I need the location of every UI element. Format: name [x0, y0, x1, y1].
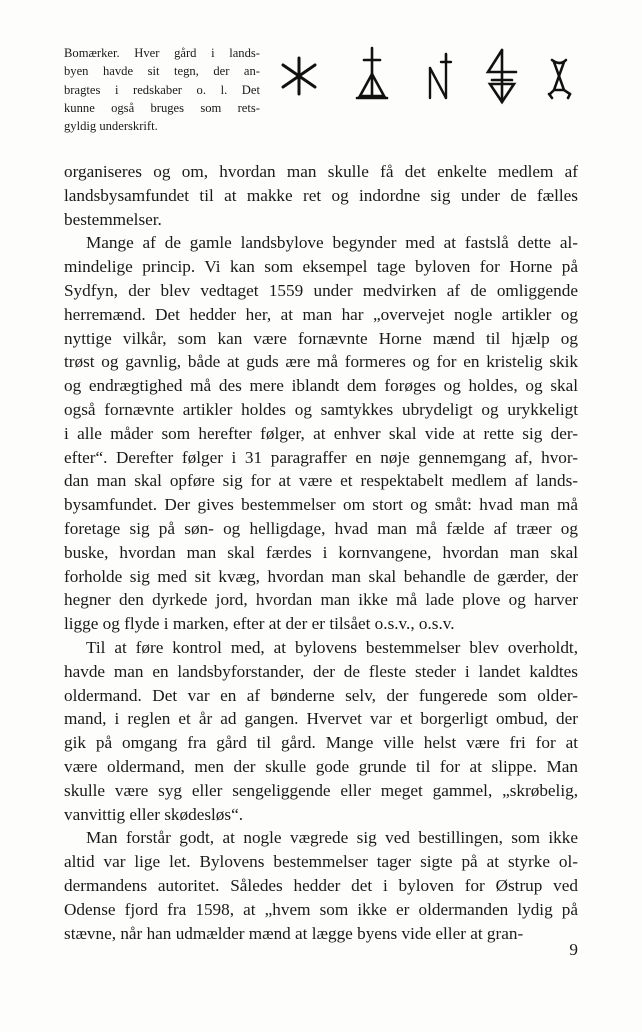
house-marks-figure: [270, 40, 590, 110]
hourglass-mark: [549, 60, 570, 98]
text-line: havde man en landsbyforstander, der de fleste steder i landet kaldtes: [64, 661, 578, 681]
text-line: ligge og flyde i marken, efter at der er tilsået o.s.v., o.s.v.: [64, 614, 455, 634]
text-line: dan man skal opføre sig for at være et respektabelt medlem af lands-: [64, 471, 578, 491]
caption-line: gyldig underskrift.: [64, 119, 158, 134]
text-line: og endrægtighed må des mere iblandt dem forøges og holdes, og skal: [64, 376, 578, 396]
text-line: dermandens autoritet. Således hedder det i byloven for Østrup ved: [64, 875, 578, 895]
text-line: bysamfundet. Der gives bestemmelser om stort og småt: hvad man må: [64, 495, 578, 515]
figure-caption: [64, 44, 260, 135]
text-line: buske, hvordan man skal færdes i kornvangene, hvordan man skal: [64, 542, 578, 562]
text-line: oldermand. Det var en af bønderne selv, der fungerede som older-: [64, 685, 578, 705]
text-line: foretage sig på søn- og helligdage, hvad man må fælde af træer og: [64, 518, 578, 538]
four-triangle-mark: [488, 50, 516, 102]
text-line: stævne, når han udmælder mænd at lægge byens vide eller at gran-: [64, 923, 524, 943]
text-line: Man forstår godt, at nogle vægrede sig ved bestillingen, som ikke: [86, 828, 578, 848]
text-line: mindelige princip. Vi kan som eksempel tage byloven for Horne på: [64, 257, 578, 277]
text-line: nyttige vilkår, som kan være fornævnte Horne mænd til hjælp og: [64, 328, 578, 348]
text-line: vanvittig eller skødesløs“.: [64, 804, 244, 824]
text-line: efter“. Derefter følger i 31 paragraffer en nøje gennemgang af, hvor-: [64, 447, 578, 467]
text-line: skulle være syg eller sengeliggende eller meget gammel, „skrøbelig,: [64, 780, 578, 800]
caption-line: bragtes i redskaber o. l. Det: [64, 82, 260, 97]
text-line: forholde sig med sit kvæg, hvordan man skal behandle de gærder, der: [64, 566, 578, 586]
text-line: altid var lige let. Bylovens bestemmelser tager sigte på at styrke ol-: [64, 852, 578, 872]
text-line: Mange af de gamle landsbylove begynder med at fastslå dette al-: [86, 233, 578, 253]
text-line: Til at føre kontrol med, at bylovens bestemmelser blev overholdt,: [86, 637, 578, 657]
text-line: organiseres og om, hvordan man skulle få det enkelte medlem af: [64, 162, 578, 181]
text-line: gik på omgang fra gård til gård. Mange ville helst være fri for at: [64, 733, 578, 753]
caption-line: byen havde sit tegn, der an-: [64, 64, 260, 79]
text-line: Sydfyn, der blev vedtaget 1559 under medvirken af de omliggende: [64, 280, 578, 300]
asterisk-mark: [283, 58, 315, 94]
paragraph: [64, 160, 578, 231]
text-line: landsbysamfundet til at makke ret og indordne sig under de fælles: [64, 185, 578, 205]
text-line: være oldermand, men der skulle gode grunde til for at slippe. Man: [64, 756, 578, 776]
text-line: også fornævnte artikler holdes og samtykkes ubrydeligt og urykkeligt: [64, 399, 578, 419]
text-line: Odense fjord fra 1598, at „hvem som ikke er oldermanden lydig på: [64, 899, 578, 919]
page-number: 9: [569, 940, 578, 959]
paragraph: [64, 826, 578, 945]
paragraph: [64, 231, 578, 636]
text-line: i alle måder som herefter følger, at enhver skal vide at rette sig der-: [64, 423, 578, 443]
text-line: bestemmelser.: [64, 209, 162, 229]
text-line: hegner den dyrkede jord, hvordan man ikke må lade plove og harver: [64, 590, 578, 610]
text-line: mand, i reglen et år ad gangen. Hvervet var et borgerligt ombud, der: [64, 709, 578, 729]
caption-line: Bomærker. Hver gård i lands-: [64, 46, 260, 60]
caption-line: kunne også bruges som rets-: [64, 100, 260, 115]
cross-triangle-mark: [357, 48, 387, 98]
paragraph: [64, 636, 578, 826]
text-line: trøst og gavnlig, både at guds ære må formeres og for en kristelig skik: [64, 352, 578, 372]
body-text: [64, 160, 578, 945]
n-cross-mark: [430, 54, 451, 98]
text-line: herremænd. Det hedder her, at man har „overvejet nogle artikler og: [64, 304, 578, 324]
